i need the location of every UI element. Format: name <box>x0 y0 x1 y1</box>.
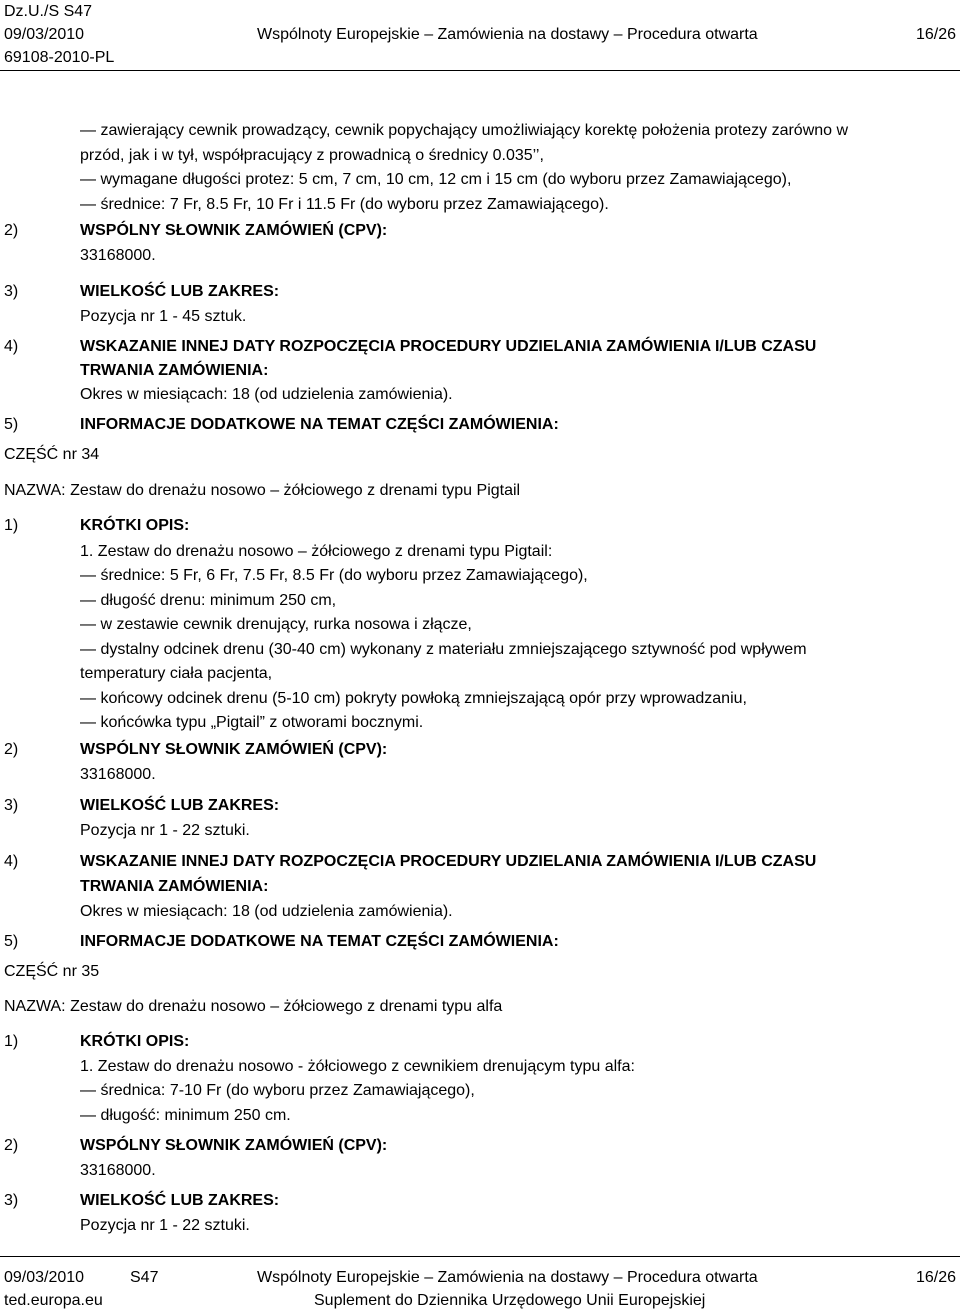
bullet-line: — średnice: 7 Fr, 8.5 Fr, 10 Fr i 11.5 Fr (do wyboru przez Zamawiającego). <box>80 196 609 213</box>
section-number: 1) <box>4 1033 19 1050</box>
section-heading-quantity: WIELKOŚĆ LUB ZAKRES: <box>80 797 280 814</box>
bullet-line: — średnica: 7-10 Fr (do wyboru przez Zamawiającego), <box>80 1082 475 1099</box>
quantity-value: Pozycja nr 1 - 22 sztuki. <box>80 822 250 839</box>
section-number: 2) <box>4 1137 19 1154</box>
section-number: 5) <box>4 416 19 433</box>
cpv-code: 33168000. <box>80 1162 156 1179</box>
section-number: 3) <box>4 283 19 300</box>
part-number: CZĘŚĆ nr 34 <box>4 446 100 463</box>
footer-series: S47 <box>130 1269 159 1286</box>
bullet-line: — zawierający cewnik prowadzący, cewnik popychający umożliwiający korektę położenia protezy zarówno w <box>80 122 849 139</box>
bullet-line: — długość drenu: minimum 250 cm, <box>80 592 337 609</box>
section-heading-duration-cont: TRWANIA ZAMÓWIENIA: <box>80 878 269 895</box>
section-number: 1) <box>4 517 19 534</box>
description-line: 1. Zestaw do drenażu nosowo - żółciowego z cewnikiem drenującym typu alfa: <box>80 1058 635 1075</box>
section-heading-short-description: KRÓTKI OPIS: <box>80 1033 190 1050</box>
bullet-line: — średnice: 5 Fr, 6 Fr, 7.5 Fr, 8.5 Fr (do wyboru przez Zamawiającego), <box>80 567 588 584</box>
footer-site-link[interactable]: ted.europa.eu <box>4 1292 103 1309</box>
section-number: 4) <box>4 853 19 870</box>
section-number: 4) <box>4 338 19 355</box>
section-number: 3) <box>4 797 19 814</box>
quantity-value: Pozycja nr 1 - 45 sztuk. <box>80 308 247 325</box>
footer-date: 09/03/2010 <box>4 1269 85 1286</box>
section-heading-additional-info: INFORMACJE DODATKOWE NA TEMAT CZĘŚCI ZAMÓWIENIA: <box>80 933 559 950</box>
page-header <box>4 0 956 69</box>
bullet-line: — dystalny odcinek drenu (30-40 cm) wykonany z materiału zmniejszającego sztywność pod wpływem <box>80 641 807 658</box>
bullet-line: — wymagane długości protez: 5 cm, 7 cm, 10 cm, 12 cm i 15 cm (do wyboru przez Zamawiającego), <box>80 171 792 188</box>
section-heading-duration: WSKAZANIE INNEJ DATY ROZPOCZĘCIA PROCEDURY UDZIELANIA ZAMÓWIENIA I/LUB CZASU <box>80 338 817 355</box>
footer-supplement: Suplement do Dziennika Urzędowego Unii Europejskiej <box>314 1292 706 1309</box>
section-heading-cpv: WSPÓLNY SŁOWNIK ZAMÓWIEŃ (CPV): <box>80 222 388 239</box>
part-name: NAZWA: Zestaw do drenażu nosowo – żółciowego z drenami typu Pigtail <box>4 482 521 499</box>
description-line: 1. Zestaw do drenażu nosowo – żółciowego z drenami typu Pigtail: <box>80 543 553 560</box>
quantity-value: Pozycja nr 1 - 22 sztuki. <box>80 1217 250 1234</box>
bullet-line: — końcówka typu „Pigtail” z otworami bocznymi. <box>80 714 424 731</box>
section-heading-short-description: KRÓTKI OPIS: <box>80 517 190 534</box>
section-number: 2) <box>4 222 19 239</box>
section-heading-cpv: WSPÓLNY SŁOWNIK ZAMÓWIEŃ (CPV): <box>80 741 388 758</box>
header-rule <box>0 70 960 71</box>
section-number: 2) <box>4 741 19 758</box>
footer-rule <box>0 1256 960 1257</box>
cpv-code: 33168000. <box>80 247 156 264</box>
duration-value: Okres w miesiącach: 18 (od udzielenia zamówienia). <box>80 386 453 403</box>
section-number: 5) <box>4 933 19 950</box>
section-heading-quantity: WIELKOŚĆ LUB ZAKRES: <box>80 1192 280 1209</box>
journal-ref: Dz.U./S S47 <box>4 3 93 20</box>
bullet-line: — końcowy odcinek drenu (5-10 cm) pokryty powłoką zmniejszającą opór przy wprowadzaniu, <box>80 690 747 707</box>
section-heading-duration: WSKAZANIE INNEJ DATY ROZPOCZĘCIA PROCEDURY UDZIELANIA ZAMÓWIENIA I/LUB CZASU <box>80 853 817 870</box>
text-line: przód, jak i w tył, współpracujący z prowadnicą o średnicy 0.035’’, <box>80 147 544 164</box>
duration-value: Okres w miesiącach: 18 (od udzielenia zamówienia). <box>80 903 453 920</box>
section-heading-duration-cont: TRWANIA ZAMÓWIENIA: <box>80 362 269 379</box>
header-title: Wspólnoty Europejskie – Zamówienia na dostawy – Procedura otwarta <box>257 26 758 43</box>
header-date: 09/03/2010 <box>4 26 85 43</box>
page-footer <box>4 1266 956 1312</box>
section-heading-additional-info: INFORMACJE DODATKOWE NA TEMAT CZĘŚCI ZAMÓWIENIA: <box>80 416 559 433</box>
footer-page: 16/26 <box>915 1269 956 1286</box>
cpv-code: 33168000. <box>80 766 156 783</box>
bullet-line: — w zestawie cewnik drenujący, rurka nosowa i złącze, <box>80 616 472 633</box>
part-name: NAZWA: Zestaw do drenażu nosowo – żółciowego z drenami typu alfa <box>4 998 503 1015</box>
bullet-line: — długość: minimum 250 cm. <box>80 1107 291 1124</box>
section-heading-quantity: WIELKOŚĆ LUB ZAKRES: <box>80 283 280 300</box>
section-number: 3) <box>4 1192 19 1209</box>
part-number: CZĘŚĆ nr 35 <box>4 963 100 980</box>
footer-title: Wspólnoty Europejskie – Zamówienia na dostawy – Procedura otwarta <box>257 1269 758 1286</box>
header-page: 16/26 <box>915 26 956 43</box>
section-heading-cpv: WSPÓLNY SŁOWNIK ZAMÓWIEŃ (CPV): <box>80 1137 388 1154</box>
text-line: temperatury ciała pacjenta, <box>80 665 273 682</box>
notice-id: 69108-2010-PL <box>4 49 115 66</box>
